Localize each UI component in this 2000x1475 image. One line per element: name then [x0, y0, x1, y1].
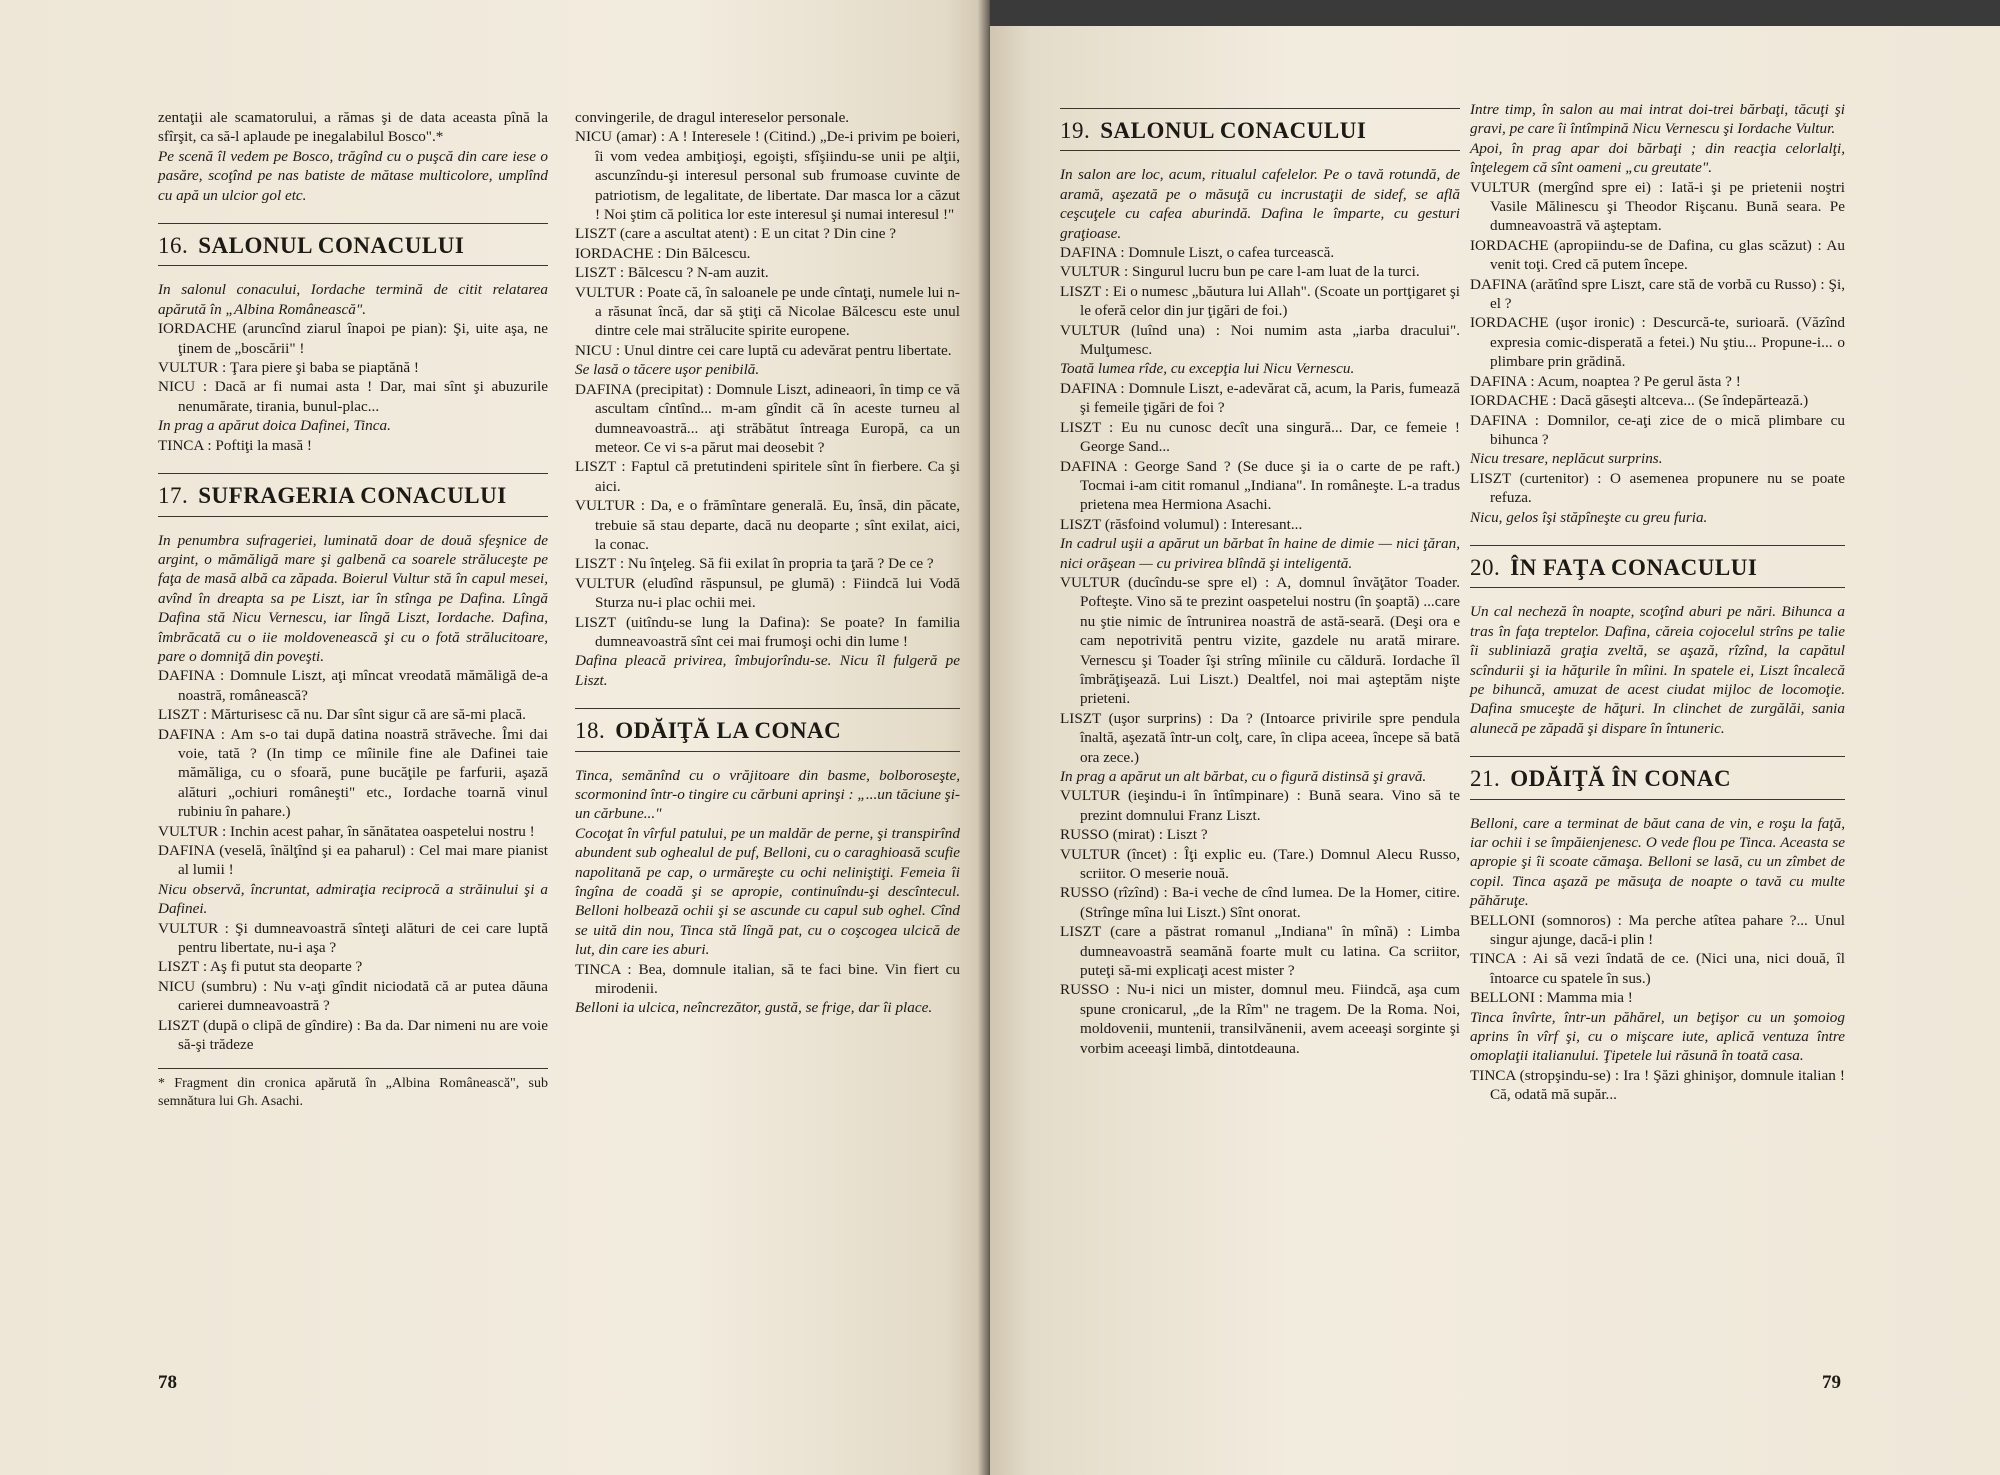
stage-direction: Apoi, în prag apar doi bărbaţi ; din reacţia celorlalţi, înţelegem că sînt oameni „cu greutate". — [1470, 139, 1845, 177]
dialogue-line: VULTUR (ducîndu-se spre el) : A, domnul învăţător Toader. Pofteşte. Vino să te prezint oaspetelui nostru (în şoaptă) ...care nu ştie nimic de întrunirea noastră de astă-seară. (Deşi ora e cam nepotrivită pentru vizite, gazdele nu arată mirare. Vernescu şi Toader îşi strîng mîinile cu căldură. Iordache îl îmbrăţişează. Lui Liszt.) Dealtfel, noi mai aşteptăm nişte prieteni. — [1060, 573, 1460, 708]
page-number: 79 — [1822, 1372, 1841, 1393]
dialogue-line: LISZT (care a ascultat atent) : E un citat ? Din cine ? — [575, 225, 897, 243]
footnote: * Fragment din cronica apărută în „Albina Românească", sub semnătura lui Gh. Asachi. — [158, 1068, 548, 1111]
dialogue-line: IORDACHE : Din Bălcescu. — [575, 244, 751, 262]
stage-direction: Tinca, semănînd cu o vrăjitoare din basme, bolboroseşte, scormonind într-o tingire cu cărbuni aprinşi : „...un tăciune şi-un cărbune..." — [575, 766, 960, 823]
stage-direction: Belloni, care a terminat de băut cana de vin, e roşu la faţă, iar ochii i se împăienjenesc. O vede flou pe Tinca. Aceasta se apropie şi îi scoate cămaşa. Belloni se lasă, cu un zîmbet de copil. Tinca aşază pe măsuţa de noapte o tavă cu multe păhăruţe. — [1470, 814, 1845, 910]
scene-heading-17 — [158, 473, 548, 516]
dialogue-line: LISZT (uşor surprins) : Da ? (Intoarce privirile spre pendula înaltă, aşezată într-un colţ, care, în clipa aceea, începe să bată ora zece.) — [1060, 709, 1460, 766]
page-number: 78 — [158, 1372, 177, 1393]
stage-direction: Toată lumea rîde, cu excepţia lui Nicu Vernescu. — [1060, 360, 1355, 378]
stage-direction: Un cal necheză în noapte, scoţînd aburi pe nări. Bihunca a tras în faţa treptelor. Dafina, căreia cojocelul strîns pe talie îi subliniază graţia zveltă, se aşază, rîzînd, la capătul scîndurii şi ia hăţurile în mîini. In spatele ei, Liszt încalecă pe bihuncă, amuzat de acest ciudat mijloc de locomoţie. Dafina smuceşte de hăţuri. In clinchet de zurgălăi, sania alunecă pe zăpadă şi dispare în întuneric. — [1470, 603, 1845, 737]
dialogue-line: LISZT (curtenitor) : O asemenea propunere nu se poate refuza. — [1470, 469, 1845, 507]
dialogue-line: DAFINA : Acum, noaptea ? Pe gerul ăsta ? ! — [1470, 372, 1741, 390]
left-page-column-2 — [575, 108, 960, 1018]
scene-heading-19 — [1060, 108, 1460, 151]
dialogue-line: TINCA : Bea, domnule italian, să te faci bine. Vin fiert cu mirodenii. — [575, 960, 960, 998]
stage-direction: Nicu observă, încruntat, admiraţia reciprocă a străinului şi a Dafinei. — [158, 880, 548, 918]
scene-title: SALONUL CONACULUI — [1100, 118, 1367, 143]
scene-title: ODĂIŢĂ LA CONAC — [615, 718, 842, 744]
dialogue-line: LISZT : Nu înţeleg. Să fii exilat în propria ta ţară ? De ce ? — [575, 555, 934, 573]
dialogue-line: LISZT : Ei o numesc „băutura lui Allah". (Scoate un portţigaret şi le oferă celor din jur ţigări de foi.) — [1060, 282, 1460, 320]
stage-direction: Dafina pleacă privirea, îmbujorîndu-se. Nicu îl fulgeră pe Liszt. — [575, 652, 960, 689]
dialogue-line: LISZT : Bălcescu ? N-am auzit. — [575, 264, 769, 282]
dialogue-line: LISZT (care a păstrat romanul „Indiana" în mînă) : Limba dumneavoastră seamănă foarte mult cu latina. Ca scriitor, puteţi să-mi explicaţi acest mister ? — [1060, 923, 1460, 980]
stage-direction: In cadrul uşii a apărut un bărbat în haine de dimie — nici ţăran, nici orăşean — cu privirea blîndă şi inteligentă. — [1060, 535, 1460, 572]
dialogue-line: VULTUR : Inchin acest pahar, în sănătatea oaspetelui nostru ! — [158, 822, 535, 840]
dialogue-line: VULTUR : Ţara piere şi baba se piaptănă ! — [158, 359, 419, 377]
stage-direction: In penumbra sufrageriei, luminată doar de două sfeşnice de argint, o mămăligă mare şi galbenă ca soarele străluceşte pe faţa de masă albă ca zăpada. Boierul Vultur stă în capul mesei, avînd în dreapta sa pe Liszt, iar în stînga pe Dafina. Lîngă Dafina stă Nicu Vernescu, iar lîngă Liszt, Iordache. Dafina, îmbrăcată cu o iie moldovenească şi cu o fotă strălucitoare, pare o domniţă din poveşti. — [158, 531, 548, 665]
dialogue-line: IORDACHE (apropiindu-se de Dafina, cu glas scăzut) : Au venit toţi. Cred că putem începe. — [1470, 236, 1845, 274]
dialogue-line: VULTUR : Da, e o frămîntare generală. Eu, însă, din păcate, trebuie să stau departe, dacă nu deoparte ; sînt exilat, aici, la conac. — [575, 497, 960, 553]
dialogue-line: NICU : Unul dintre cei care luptă cu adevărat pentru libertate. — [575, 341, 952, 359]
dialogue-line: LISZT : Mărturisesc că nu. Dar sînt sigur că are să-mi placă. — [158, 706, 526, 724]
scene-number: 17. — [158, 483, 189, 509]
dialogue-line: DAFINA : Domnule Liszt, e-adevărat că, acum, la Paris, fumează şi femeile ţigări de foi ? — [1060, 379, 1460, 417]
dialogue-line: DAFINA : Domnilor, ce-aţi zice de o mică plimbare cu bihunca ? — [1470, 411, 1845, 448]
stage-direction: Nicu, gelos îşi stăpîneşte cu greu furia. — [1470, 508, 1708, 526]
dialogue-line: IORDACHE (aruncînd ziarul înapoi pe pian): Şi, uite aşa, ne ţinem de „boscării" ! — [158, 320, 548, 357]
stage-direction: Intre timp, în salon au mai intrat doi-trei bărbaţi, tăcuţi şi gravi, pe care îi întîmpină Nicu Vernescu şi Iordache Vultur. — [1470, 101, 1845, 138]
dialogue-line: VULTUR (încet) : Îţi explic eu. (Tare.) Domnul Alecu Russo, scriitor. O meserie nouă. — [1060, 845, 1460, 883]
stage-direction: Pe scenă îl vedem pe Bosco, trăgînd cu o puşcă din care iese o pasăre, scoţînd pe nas batiste de mătase multicolore, umplînd cu apă un ulcior gol etc. — [158, 147, 548, 204]
scene-number: 18. — [575, 718, 606, 744]
dialogue-line: LISZT (uitîndu-se lung la Dafina): Se poate? In familia dumneavoastră sînt cei mai frumoşi ochi din lume ! — [575, 613, 960, 650]
right-page-column-2 — [1470, 100, 1845, 1105]
scene-number: 20. — [1470, 554, 1501, 580]
dialogue-line: VULTUR (eludînd răspunsul, pe glumă) : Fiindcă lui Vodă Sturza nu-i plac ochii mei. — [575, 574, 960, 612]
scene-title: ODĂIŢĂ ÎN CONAC — [1510, 766, 1732, 792]
scene-number: 16. — [158, 233, 189, 259]
scene-heading-20 — [1470, 545, 1845, 588]
stage-direction: In prag a apărut un alt bărbat, cu o figură distinsă şi gravă. — [1060, 768, 1427, 785]
stage-direction: Belloni ia ulcica, neîncrezător, gustă, se frige, dar îi place. — [575, 999, 933, 1017]
dialogue-line: IORDACHE (uşor ironic) : Descurcă-te, surioară. (Văzînd expresia comic-disperată a fetei.) Nu ştiu... Propune-i... o plimbare prin grădină. — [1470, 314, 1845, 371]
dialogue-line: BELLONI (somnoros) : Ma perche atîtea pahare ?... Unul singur ajunge, dacă-i plin ! — [1470, 911, 1845, 949]
dialogue-line: RUSSO (rîzînd) : Ba-i veche de cînd lumea. De la Homer, citire. (Strînge mîna lui Liszt.) Sînt onorat. — [1060, 884, 1460, 921]
dialogue-line: VULTUR (luînd una) : Noi numim asta „iarba dracului". Mulţumesc. — [1060, 321, 1460, 359]
dialogue-line: DAFINA : Domnule Liszt, aţi mîncat vreodată mămăligă de-a noastră, românească? — [158, 667, 548, 704]
dialogue-line: BELLONI : Mamma mia ! — [1470, 989, 1633, 1007]
dialogue-line: DAFINA : Am s-o tai după datina noastră străveche. Îmi dai voie, tată ? (In timp ce mîinile fine ale Dafinei taie mămăliga, cu o sfoară, pune bucăţile pe farfurii, aşază alături „ochiuri româneşti" etc., Iordache toarnă vinul rubiniu în pahare.) — [158, 725, 548, 821]
dialogue-line: DAFINA (arătînd spre Liszt, care stă de vorbă cu Russo) : Şi, el ? — [1470, 275, 1845, 313]
stage-direction: Se lasă o tăcere uşor penibilă. — [575, 361, 760, 379]
dialogue-line: DAFINA : Domnule Liszt, o cafea turcească. — [1060, 244, 1335, 262]
dialogue-line: NICU (amar) : A ! Interesele ! (Citind.) „De-i privim pe boieri, îi vom vedea ambiţioşi, egoişti, sfîşiindu-se unii pe alţii, ascunzîndu-şi interesul personal sub frumoase cuvinte de patriotism, de legalitate, de libertate. Dar masca lor a căzut ! Noi ştim că politica lor este interesul şi numai interesul !" — [575, 128, 960, 224]
dialogue-line: VULTUR (ieşindu-i în întîmpinare) : Bună seara. Vino să te prezint domnului Franz Liszt. — [1060, 787, 1460, 824]
scene-title: SUFRAGERIA CONACULUI — [198, 483, 507, 509]
dialogue-line: VULTUR : Poate că, în saloanele pe unde cîntaţi, numele lui n-a răsunat încă, dar să ştiţi că Nicolae Bălcescu este unul dintre cele mai strălucite spirite europene. — [575, 283, 960, 340]
dialogue-line: RUSSO (mirat) : Liszt ? — [1060, 826, 1208, 844]
stage-direction: In prag a apărut doica Dafinei, Tinca. — [158, 417, 391, 435]
dialogue-line: LISZT : Aş fi putut sta deoparte ? — [158, 958, 363, 976]
scene-title: ÎN FAŢA CONACULUI — [1510, 554, 1758, 580]
dialogue-line: LISZT (răsfoind volumul) : Interesant... — [1060, 515, 1303, 533]
stage-direction: In salon are loc, acum, ritualul cafelelor. Pe o tavă rotundă, de aramă, aşezată pe o măsuţă cu incrustaţii de sidef, se află ceşcuţele cu cafea aburindă. Dafina le împarte, cu gesturi graţioase. — [1060, 166, 1460, 242]
dialogue-line: DAFINA : George Sand ? (Se duce şi ia o carte de pe raft.) Tocmai i-am citit romanul „Indiana". In româneşte. L-a tradus prietena mea Hermiona Asachi. — [1060, 457, 1460, 514]
dialogue-line: TINCA : Ai să vezi îndată de ce. (Nici una, nici două, îl întoarce cu spatele în sus.) — [1470, 950, 1845, 987]
scan-edge — [990, 0, 2000, 26]
dialogue-line: RUSSO : Nu-i nici un mister, domnul meu. Fiindcă, aşa cum spune cronicarul, „de la Rîm" ne tragem. De la Roma. Noi, moldovenii, muntenii, transilvănenii, avem aceeaşi sorginte şi vorbim aceeaşi limbă, dintotdeauna. — [1060, 981, 1460, 1057]
stage-direction: Cocoţat în vîrful patului, pe un maldăr de perne, şi transpirînd abundent sub oghealul de puf, Belloni, cu o caraghioasă scufie napolitană pe cap, o urmăreşte cu ochi neliniştiţi. Femeia îi îngîna de coadă şi se apropie, continuîndu-şi descîntecul. Belloni holbează ochii şi se ascunde cu capul sub oghel. Cînd se uită din nou, Tinca stă lîngă pat, cu o coşcogea ulcică de lut, din care ies aburi. — [575, 824, 960, 959]
stage-direction: Tinca învîrte, într-un păhărel, un beţişor cu un şomoiog aprins în vîrf şi, cu o mişcare iute, aplică ventuza între omoplaţii italianului. Ţipetele lui răsună în toată casa. — [1470, 1008, 1845, 1065]
scene-number: 19. — [1060, 118, 1091, 143]
scene-heading-21 — [1470, 756, 1845, 799]
left-page-column-1 — [158, 108, 548, 1111]
dialogue-line: VULTUR (mergînd spre ei) : Iată-i şi pe prietenii noştri Vasile Mălinescu şi Theodor Rişcanu. Bună seara. Pe dumneavoastră vă aşteptam. — [1470, 178, 1845, 235]
scene-heading-16 — [158, 223, 548, 266]
dialogue-line: DAFINA (veselă, înălţînd şi ea paharul) : Cel mai mare pianist al lumii ! — [158, 842, 548, 879]
right-page-column-1 — [1060, 108, 1460, 1058]
dialogue-line: VULTUR : Şi dumneavoastră sînteţi alături de cei care luptă pentru libertate, nu-i aşa ? — [158, 919, 548, 957]
left-page — [0, 0, 985, 1475]
text-paragraph: convingerile, de dragul intereselor personale. — [575, 109, 850, 126]
dialogue-line: LISZT (după o clipă de gîndire) : Ba da. Dar nimeni nu are voie să-şi trădeze — [158, 1016, 548, 1054]
stage-direction: In salonul conacului, Iordache termină de citit relatarea apărută în „Albina Românească". — [158, 281, 548, 318]
scene-title: SALONUL CONACULUI — [198, 233, 465, 259]
scene-number: 21. — [1470, 766, 1501, 792]
dialogue-line: TINCA : Poftiţi la masă ! — [158, 436, 312, 454]
dialogue-line: VULTUR : Singurul lucru bun pe care l-am luat de la turci. — [1060, 263, 1420, 281]
dialogue-line: LISZT : Faptul că pretutindeni spiritele sînt în fierbere. Ca şi aici. — [575, 458, 960, 495]
text-paragraph: zentaţii ale scamatorului, a rămas şi de data aceasta pînă la sfîrşit, ca să-l aplaude pe inegalabilul Bosco".* — [158, 109, 548, 146]
right-page — [990, 0, 2000, 1475]
dialogue-line: DAFINA (precipitat) : Domnule Liszt, adineaori, în timp ce vă ascultam cîntînd... m-am gîndit că în aceste turneu al dumneavoastră... aţi străbătut întreaga Europă, ca un meteor. Ce vi s-a părut mai deosebit ? — [575, 380, 960, 456]
scene-heading-18 — [575, 708, 960, 751]
dialogue-line: NICU (sumbru) : Nu v-aţi gîndit niciodată că ar putea dăuna carierei dumneavoastră ? — [158, 977, 548, 1015]
dialogue-line: IORDACHE : Dacă găseşti altceva... (Se îndepărtează.) — [1470, 392, 1809, 410]
dialogue-line: NICU : Dacă ar fi numai asta ! Dar, mai sînt şi abuzurile nenumărate, tirania, bunul-plac... — [158, 378, 548, 415]
dialogue-line: TINCA (stropşindu-se) : Ira ! Şăzi ghinişor, domnule italian ! Că, odată mă supăr... — [1470, 1066, 1845, 1104]
dialogue-line: LISZT : Eu nu cunosc decît una singură... Dar, ce femeie ! George Sand... — [1060, 418, 1460, 456]
stage-direction: Nicu tresare, neplăcut surprins. — [1470, 450, 1663, 468]
